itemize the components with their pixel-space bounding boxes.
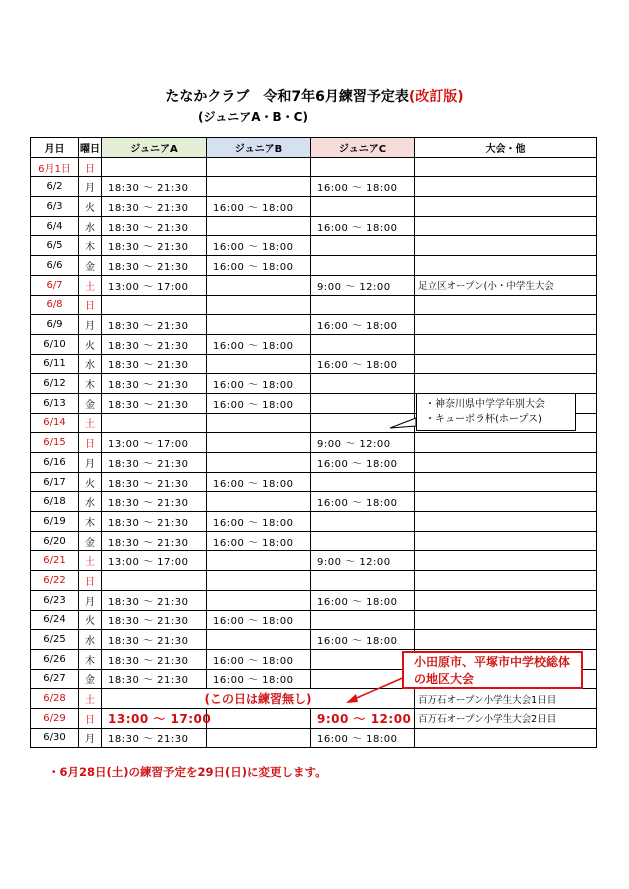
row-date: 6/27 — [31, 669, 79, 689]
row-date: 6/28 — [31, 689, 79, 709]
row-junior-c — [311, 472, 415, 492]
table-row — [31, 689, 597, 709]
row-junior-a: 18:30 ～ 21:30 — [102, 669, 207, 689]
row-junior-b: 16:00 ～ 18:00 — [207, 374, 311, 394]
red-note-box — [402, 651, 583, 689]
row-junior-c — [311, 571, 415, 591]
row-junior-c: 16:00 ～ 18:00 — [311, 453, 415, 473]
row-event — [415, 453, 597, 473]
row-junior-b: 16:00 ～ 18:00 — [207, 393, 311, 413]
row-junior-b — [207, 177, 311, 197]
row-date: 6/17 — [31, 472, 79, 492]
table-row — [31, 236, 597, 256]
row-junior-a: 18:30 ～ 21:30 — [102, 197, 207, 217]
row-junior-b: 16:00 ～ 18:00 — [207, 610, 311, 630]
row-junior-a: 18:30 ～ 21:30 — [102, 315, 207, 335]
row-junior-c: 9:00 ～ 12:00 — [311, 708, 415, 728]
row-event — [415, 216, 597, 236]
row-day: 木 — [79, 236, 102, 256]
table-row — [31, 492, 597, 512]
row-junior-a: 18:30 ～ 21:30 — [102, 393, 207, 413]
table-row — [31, 531, 597, 551]
row-event — [415, 374, 597, 394]
row-event — [415, 610, 597, 630]
row-junior-a: 18:30 ～ 21:30 — [102, 236, 207, 256]
header-event: 大会・他 — [415, 138, 597, 158]
row-date: 6/12 — [31, 374, 79, 394]
row-event — [415, 315, 597, 335]
footer-note: ・6月28日(土)の練習予定を29日(日)に変更します。 — [48, 765, 327, 779]
row-day: 水 — [79, 630, 102, 650]
row-event: 百万石オープン小学生大会2日目 — [415, 708, 597, 728]
table-row — [31, 551, 597, 571]
row-event — [415, 177, 597, 197]
row-day: 土 — [79, 551, 102, 571]
row-day: 木 — [79, 512, 102, 532]
row-date: 6/26 — [31, 649, 79, 669]
row-junior-a: 18:30 ～ 21:30 — [102, 512, 207, 532]
row-junior-b — [207, 590, 311, 610]
row-junior-a: 13:00 ～ 17:00 — [102, 551, 207, 571]
table-row — [31, 157, 597, 177]
row-date: 6/10 — [31, 334, 79, 354]
row-day: 日 — [79, 571, 102, 591]
row-event — [415, 256, 597, 276]
table-row — [31, 708, 597, 728]
row-date: 6月1日 — [31, 157, 79, 177]
row-junior-a — [102, 295, 207, 315]
row-junior-c: 16:00 ～ 18:00 — [311, 590, 415, 610]
row-day: 金 — [79, 669, 102, 689]
row-junior-b — [207, 216, 311, 236]
row-junior-c — [311, 649, 415, 669]
row-day: 火 — [79, 610, 102, 630]
row-day: 日 — [79, 708, 102, 728]
table-row — [31, 610, 597, 630]
row-day: 日 — [79, 157, 102, 177]
row-junior-b — [207, 354, 311, 374]
row-date: 6/19 — [31, 512, 79, 532]
table-row — [31, 256, 597, 276]
row-junior-a: 18:30 ～ 21:30 — [102, 334, 207, 354]
table-row — [31, 177, 597, 197]
row-junior-c — [311, 157, 415, 177]
row-junior-c — [311, 669, 415, 689]
row-junior-a — [102, 413, 207, 433]
row-junior-a: 18:30 ～ 21:30 — [102, 531, 207, 551]
row-junior-a — [102, 571, 207, 591]
row-date: 6/22 — [31, 571, 79, 591]
row-date: 6/11 — [31, 354, 79, 374]
header-junior-a: ジュニアA — [102, 138, 207, 158]
row-junior-c — [311, 295, 415, 315]
row-event: 百万石オープン小学生大会1日目 — [415, 689, 597, 709]
row-junior-b: 16:00 ～ 18:00 — [207, 197, 311, 217]
row-junior-a: 18:30 ～ 21:30 — [102, 492, 207, 512]
page-title — [0, 86, 629, 106]
callout-box — [416, 393, 576, 431]
row-date: 6/5 — [31, 236, 79, 256]
row-date: 6/6 — [31, 256, 79, 276]
row-date: 6/3 — [31, 197, 79, 217]
row-junior-c: 9:00 ～ 12:00 — [311, 433, 415, 453]
row-event — [415, 590, 597, 610]
row-junior-b — [207, 571, 311, 591]
row-date: 6/15 — [31, 433, 79, 453]
row-junior-c: 16:00 ～ 18:00 — [311, 492, 415, 512]
table-row — [31, 512, 597, 532]
row-junior-a: 18:30 ～ 21:30 — [102, 649, 207, 669]
row-junior-c: 16:00 ～ 18:00 — [311, 177, 415, 197]
row-junior-b — [207, 413, 311, 433]
row-junior-c: 16:00 ～ 18:00 — [311, 315, 415, 335]
row-junior-c — [311, 197, 415, 217]
row-date: 6/18 — [31, 492, 79, 512]
row-junior-c: 9:00 ～ 12:00 — [311, 275, 415, 295]
row-junior-b — [207, 630, 311, 650]
row-junior-c — [311, 413, 415, 433]
row-date: 6/25 — [31, 630, 79, 650]
row-date: 6/7 — [31, 275, 79, 295]
no-practice-note: (この日は練習無し) — [102, 689, 415, 709]
row-day: 水 — [79, 354, 102, 374]
header-date: 月日 — [31, 138, 79, 158]
row-junior-c — [311, 512, 415, 532]
row-junior-b — [207, 453, 311, 473]
row-date: 6/4 — [31, 216, 79, 236]
row-day: 火 — [79, 334, 102, 354]
row-date: 6/24 — [31, 610, 79, 630]
row-junior-a: 18:30 ～ 21:30 — [102, 177, 207, 197]
row-date: 6/21 — [31, 551, 79, 571]
table-row — [31, 216, 597, 236]
table-row — [31, 315, 597, 335]
row-event — [415, 334, 597, 354]
row-junior-b: 16:00 ～ 18:00 — [207, 531, 311, 551]
row-event — [415, 492, 597, 512]
row-junior-c — [311, 531, 415, 551]
table-row — [31, 590, 597, 610]
red-note-line-2: の地区大会 — [414, 672, 475, 686]
row-junior-b — [207, 708, 311, 728]
row-event — [415, 157, 597, 177]
row-junior-b — [207, 157, 311, 177]
row-junior-c — [311, 334, 415, 354]
row-junior-b — [207, 275, 311, 295]
row-junior-c: 9:00 ～ 12:00 — [311, 551, 415, 571]
row-date: 6/29 — [31, 708, 79, 728]
row-date: 6/23 — [31, 590, 79, 610]
row-junior-c: 16:00 ～ 18:00 — [311, 728, 415, 748]
row-date: 6/14 — [31, 413, 79, 433]
row-junior-a: 18:30 ～ 21:30 — [102, 256, 207, 276]
row-junior-b: 16:00 ～ 18:00 — [207, 256, 311, 276]
table-row — [31, 374, 597, 394]
row-junior-a: 18:30 ～ 21:30 — [102, 728, 207, 748]
table-row — [31, 630, 597, 650]
page-subtitle: (ジュニアA・B・C) — [198, 110, 308, 124]
row-date: 6/13 — [31, 393, 79, 413]
row-junior-c — [311, 256, 415, 276]
row-junior-b: 16:00 ～ 18:00 — [207, 236, 311, 256]
row-date: 6/2 — [31, 177, 79, 197]
row-event — [415, 433, 597, 453]
table-row — [31, 453, 597, 473]
header-junior-c: ジュニアC — [311, 138, 415, 158]
row-junior-b: 16:00 ～ 18:00 — [207, 669, 311, 689]
header-day: 曜日 — [79, 138, 102, 158]
row-event — [415, 197, 597, 217]
row-junior-b: 16:00 ～ 18:00 — [207, 649, 311, 669]
row-junior-c — [311, 393, 415, 413]
row-event — [415, 354, 597, 374]
row-day: 金 — [79, 393, 102, 413]
row-day: 土 — [79, 275, 102, 295]
row-junior-a: 13:00 ～ 17:00 — [102, 433, 207, 453]
row-day: 火 — [79, 472, 102, 492]
row-day: 月 — [79, 453, 102, 473]
row-junior-b: 16:00 ～ 18:00 — [207, 334, 311, 354]
table-row — [31, 295, 597, 315]
row-event — [415, 472, 597, 492]
row-junior-c: 16:00 ～ 18:00 — [311, 630, 415, 650]
row-junior-b — [207, 315, 311, 335]
callout-line-1: ・神奈川県中学学年別大会 — [425, 399, 545, 410]
row-junior-a: 13:00 ～ 17:00 — [102, 708, 207, 728]
row-day: 火 — [79, 197, 102, 217]
row-junior-a: 13:00 ～ 17:00 — [102, 275, 207, 295]
row-day: 月 — [79, 177, 102, 197]
row-date: 6/8 — [31, 295, 79, 315]
row-event — [415, 551, 597, 571]
title-revised: (改訂版) — [408, 89, 464, 105]
row-junior-a: 18:30 ～ 21:30 — [102, 472, 207, 492]
row-junior-b — [207, 492, 311, 512]
row-day: 日 — [79, 433, 102, 453]
row-day: 土 — [79, 413, 102, 433]
row-day: 月 — [79, 590, 102, 610]
row-day: 土 — [79, 689, 102, 709]
callout-line-2: ・キューボラ杯(ホープス) — [425, 414, 542, 425]
row-event: 足立区オープン(小・中学生大会 — [415, 275, 597, 295]
row-day: 水 — [79, 216, 102, 236]
table-header-row — [31, 138, 597, 158]
title-main: たなかクラブ 令和7年6月練習予定表 — [165, 89, 409, 105]
row-event — [415, 571, 597, 591]
row-event — [415, 236, 597, 256]
row-day: 金 — [79, 531, 102, 551]
row-day: 木 — [79, 649, 102, 669]
row-day: 木 — [79, 374, 102, 394]
row-event — [415, 512, 597, 532]
row-event — [415, 531, 597, 551]
row-junior-a: 18:30 ～ 21:30 — [102, 374, 207, 394]
row-junior-b: 16:00 ～ 18:00 — [207, 472, 311, 492]
row-event — [415, 728, 597, 748]
table-row — [31, 472, 597, 492]
header-junior-b: ジュニアB — [207, 138, 311, 158]
table-row — [31, 334, 597, 354]
table-row — [31, 354, 597, 374]
table-row — [31, 728, 597, 748]
row-junior-a: 18:30 ～ 21:30 — [102, 630, 207, 650]
row-day: 水 — [79, 492, 102, 512]
row-day: 日 — [79, 295, 102, 315]
row-junior-a: 18:30 ～ 21:30 — [102, 590, 207, 610]
row-junior-c — [311, 236, 415, 256]
row-junior-b — [207, 433, 311, 453]
row-junior-b — [207, 551, 311, 571]
row-junior-a: 18:30 ～ 21:30 — [102, 354, 207, 374]
table-row — [31, 275, 597, 295]
row-junior-b — [207, 728, 311, 748]
row-event — [415, 295, 597, 315]
row-junior-a: 18:30 ～ 21:30 — [102, 216, 207, 236]
row-junior-c: 16:00 ～ 18:00 — [311, 354, 415, 374]
row-junior-b: 16:00 ～ 18:00 — [207, 512, 311, 532]
row-junior-c — [311, 374, 415, 394]
row-date: 6/30 — [31, 728, 79, 748]
row-event — [415, 630, 597, 650]
row-date: 6/16 — [31, 453, 79, 473]
table-row — [31, 571, 597, 591]
red-note-line-1: 小田原市、平塚市中学校総体 — [414, 655, 571, 669]
row-junior-c — [311, 610, 415, 630]
row-day: 月 — [79, 315, 102, 335]
row-day: 月 — [79, 728, 102, 748]
row-date: 6/9 — [31, 315, 79, 335]
row-junior-a: 18:30 ～ 21:30 — [102, 610, 207, 630]
row-junior-b — [207, 295, 311, 315]
row-junior-c: 16:00 ～ 18:00 — [311, 216, 415, 236]
table-row — [31, 197, 597, 217]
row-junior-a: 18:30 ～ 21:30 — [102, 453, 207, 473]
row-day: 金 — [79, 256, 102, 276]
table-row — [31, 433, 597, 453]
row-date: 6/20 — [31, 531, 79, 551]
row-junior-a — [102, 157, 207, 177]
